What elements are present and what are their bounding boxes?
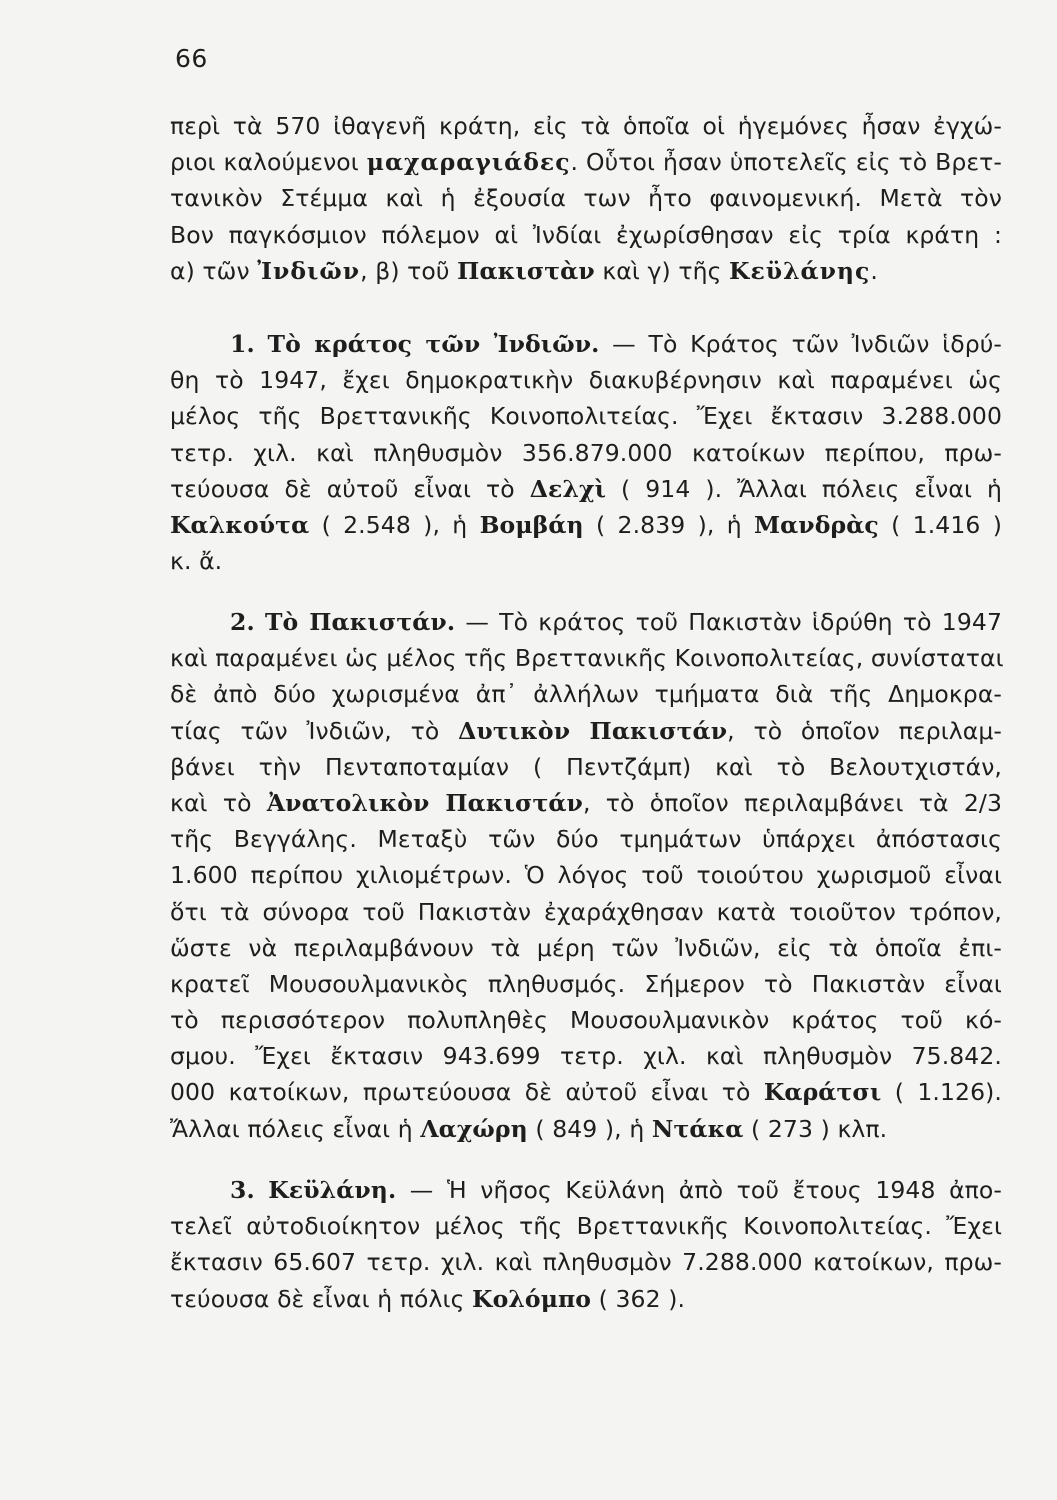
text-line: ὥστε νὰ περιλαμβάνουν τὰ μέρη τῶν Ἰνδιῶν, εἰς τὰ ὁποῖα ἐπι- (170, 933, 1002, 962)
text-run: καὶ τὸ (170, 788, 267, 817)
text-run: ( 2.839 ), ἡ (583, 510, 754, 539)
text-line: τῆς Βεγγάλης. Μεταξὺ τῶν δύο τμημάτων ὑπάρχει ἀπόστασις (170, 825, 1002, 854)
bold-term: Δελχὶ (529, 474, 607, 503)
text-line: βάνει τὴν Πενταποταμίαν ( Πεντζάμπ) καὶ τὸ Βελουτχιστάν, (170, 752, 1002, 781)
text-line (170, 471, 1002, 507)
bold-term: Ἰνδιῶν (257, 256, 361, 285)
text-line: δὲ ἀπὸ δύο χωρισμένα ἀπ᾽ ἀλλήλων τμήματα διὰ τῆς Δημοκρα- (170, 680, 1002, 709)
text-run: ( 914 ). Ἄλλαι πόλεις εἶναι ἡ (606, 474, 1002, 503)
section-pakistan (170, 604, 1002, 1147)
text-line (170, 1111, 1002, 1147)
text-run: — Τὸ κράτος τοῦ Πακιστὰν ἱδρύθη τὸ 1947 (455, 608, 1002, 636)
intro-paragraph (170, 108, 1002, 289)
section-heading-line (170, 604, 1002, 640)
text-line: τελεῖ αὐτοδιοίκητον μέλος τῆς Βρεττανικῆς Κοινοπολιτείας. Ἔχει (170, 1212, 1002, 1241)
section-heading: Τὸ Πακιστάν. (264, 608, 456, 636)
text-line: ἔκτασιν 65.607 τετρ. χιλ. καὶ πληθυσμὸν 7.288.000 κατοίκων, πρω- (170, 1248, 1002, 1277)
bold-term: Ντάκα (651, 1114, 744, 1143)
text-run: ( 1.416 ) (878, 510, 1002, 539)
text-run: α) τῶν (170, 256, 258, 285)
text-run: καὶ γ) τῆς (594, 256, 730, 285)
text-line (170, 253, 1002, 289)
text-line: καὶ παραμένει ὡς μέλος τῆς Βρεττανικῆς Κοινοπολιτείας, συνίσταται (170, 644, 1004, 673)
bold-term: Κεϋλάνης (729, 256, 871, 285)
text-run: ( 849 ), ἡ (527, 1114, 652, 1143)
text-line: μέλος τῆς Βρεττανικῆς Κοινοπολιτείας. Ἔχει ἔκτασιν 3.288.000 (170, 402, 1002, 431)
text-run: τεύουσα δὲ αὐτοῦ εἶναι τὸ (170, 474, 530, 503)
text-run: . Οὗτοι ἦσαν ὑποτελεῖς εἰς τὸ Βρετ- (570, 148, 1002, 177)
bold-term: Πακιστὰν (457, 256, 595, 285)
text-line: σμου. Ἔχει ἔκτασιν 943.699 τετρ. χιλ. καὶ πληθυσμὸν 75.842. (170, 1042, 1002, 1071)
bold-term: Ἀνατολικὸν Πακιστάν (266, 788, 583, 817)
text-run: ( 362 ). (591, 1284, 686, 1313)
text-line: Βον παγκόσμιον πόλεμον αἱ Ἰνδίαι ἐχωρίσθησαν εἰς τρία κράτη : (170, 220, 1002, 249)
text-line: τὸ περισσότερον πολυπληθὲς Μουσουλμανικὸν κράτος τοῦ κό- (170, 1006, 1002, 1035)
text-run: , τὸ ὁποῖον περιλαμβάνει τὰ 2/3 (582, 788, 1002, 817)
section-number: 3. (230, 1176, 255, 1204)
text-line: τανικὸν Στέμμα καὶ ἡ ἐξουσία των ἦτο φαινομενική. Μετὰ τὸν (170, 184, 1002, 213)
text-run: , τὸ ὁποῖον περιλαμ- (727, 716, 1002, 745)
text-run: — Τὸ Κράτος τῶν Ἰνδιῶν ἱδρύ- (599, 330, 1002, 358)
text-line: κ. ἄ. (170, 547, 223, 576)
text-run: ( 2.548 ), ἡ (309, 510, 480, 539)
bold-term: Μανδρὰς (754, 510, 879, 539)
bold-term: Καλκούτα (170, 510, 310, 539)
text-line: ὅτι τὰ σύνορα τοῦ Πακιστὰν ἐχαράχθησαν κατὰ τοιοῦτον τρόπον, (170, 897, 1002, 926)
text-run: τίας τῶν Ἰνδιῶν, τὸ (170, 716, 459, 745)
text-run: , β) τοῦ (360, 256, 458, 285)
bold-term: Λαχώρη (420, 1114, 528, 1143)
text-line: περὶ τὰ 570 ἰθαγενῆ κράτη, εἰς τὰ ὁποῖα οἱ ἡγεμόνες ἦσαν ἐγχώ- (170, 112, 1002, 140)
text-line: θη τὸ 1947, ἔχει δημοκρατικὴν διακυβέρνησιν καὶ παραμένει ὡς (170, 366, 1002, 395)
section-heading: Τὸ κράτος τῶν Ἰνδιῶν. (267, 330, 600, 358)
text-run: Ἄλλαι πόλεις εἶναι ἡ (170, 1114, 421, 1143)
text-run: τεύουσα δὲ εἶναι ἡ πόλις (170, 1284, 473, 1313)
text-run: 000 κατοίκων, πρωτεύουσα δὲ αὐτοῦ εἶναι τὸ (170, 1078, 764, 1107)
text-line: 1.600 περίπου χιλιομέτρων. Ὁ λόγος τοῦ τοιούτου χωρισμοῦ εἶναι (170, 861, 1002, 890)
bold-term: Δυτικὸν Πακιστάν (458, 716, 728, 745)
section-ceylon (170, 1172, 1002, 1317)
text-line (170, 1074, 1002, 1110)
section-india (170, 326, 1002, 579)
text-run: — Ἡ νῆσος Κεϋλάνη ἀπὸ τοῦ ἔτους 1948 ἀπο- (396, 1176, 1002, 1204)
text-line (170, 713, 1002, 749)
section-heading-line (170, 326, 1002, 362)
page-number: 66 (175, 44, 208, 73)
text-line (170, 144, 1002, 180)
text-run: . (870, 256, 878, 285)
section-number: 2. (230, 608, 255, 636)
bold-term: Βομβάη (479, 510, 584, 539)
text-line: κρατεῖ Μουσουλμανικὸς πληθυσμός. Σήμερον τὸ Πακιστὰν εἶναι (170, 969, 1002, 998)
text-line: τετρ. χιλ. καὶ πληθυσμὸν 356.879.000 κατοίκων περίπου, πρω- (170, 438, 1002, 467)
section-heading-line (170, 1172, 1002, 1208)
bold-term: μαχαραγιάδες (366, 148, 571, 177)
text-run: ριοι καλούμενοι (170, 148, 367, 177)
text-line (170, 507, 1002, 543)
text-run: ( 273 ) κλπ. (743, 1114, 888, 1143)
section-heading: Κεϋλάνη. (268, 1176, 397, 1204)
bold-term: Καράτσι (763, 1078, 882, 1107)
text-line (170, 1281, 1002, 1317)
text-run: ( 1.126). (881, 1078, 1002, 1107)
section-number: 1. (230, 330, 255, 358)
text-line (170, 785, 1002, 821)
bold-term: Κολόμπο (472, 1284, 592, 1313)
